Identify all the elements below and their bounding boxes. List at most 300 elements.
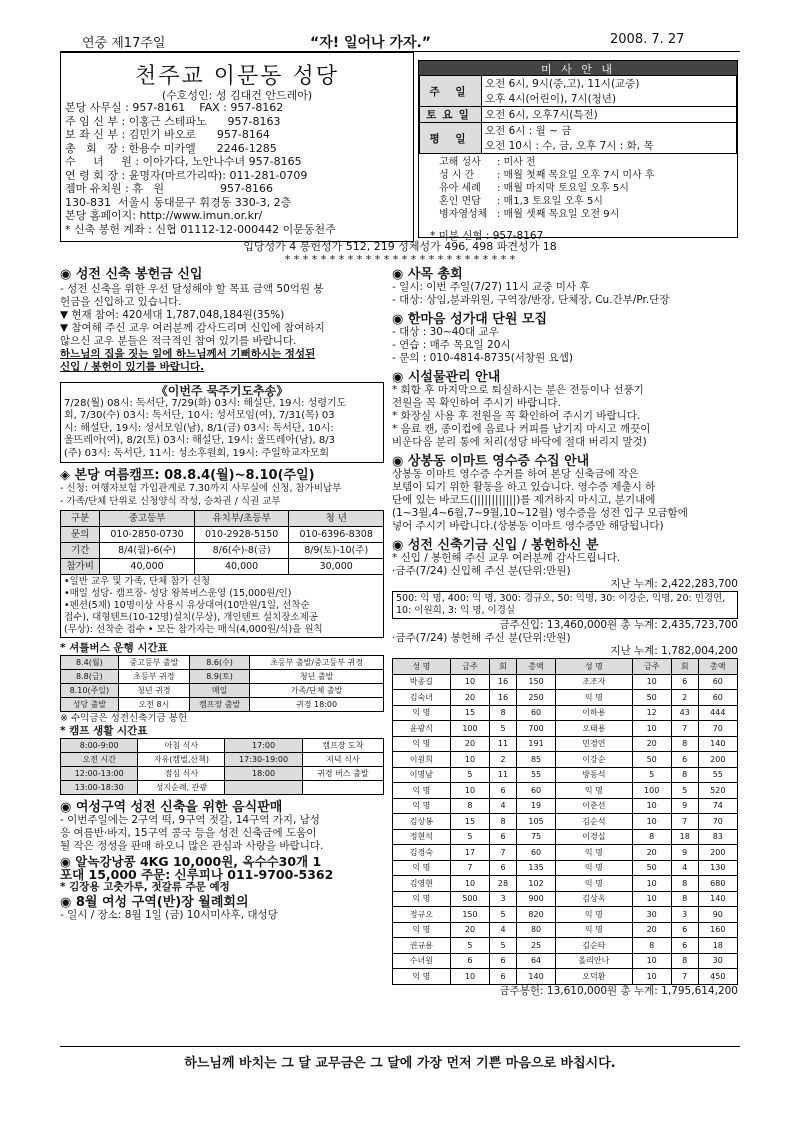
donor-row (393, 674, 738, 690)
table-cell: 정현석 (393, 829, 451, 845)
top-bar (60, 32, 740, 52)
pastoral-assembly-text (392, 281, 738, 307)
table-cell: 수녀원 (393, 953, 451, 969)
table-cell: 익 명 (556, 845, 632, 861)
donor-row (393, 705, 738, 721)
camp-note-line: (무상): 선착순 접수 • 모든 참가자는 매식(4,000원/식)을 원칙 (64, 624, 323, 635)
table-cell: 20 (632, 922, 671, 938)
table-cell: 김숙녀 (393, 690, 451, 706)
table-cell: 50 (632, 752, 671, 768)
table-cell: 오태용 (556, 721, 632, 737)
summer-camp-table (60, 510, 384, 575)
table-cell: 익 명 (393, 783, 451, 799)
table-cell: 6 (671, 752, 698, 768)
table-cell: 15 (450, 705, 489, 721)
table-cell: 익 명 (393, 798, 451, 814)
bean-sale-line-2: 포대 15,000 주문: 신루피나 011-9700-5362 (60, 867, 334, 882)
liturgical-season: 연중 제17주일 (82, 36, 166, 51)
table-cell: 150 (450, 907, 489, 923)
parish-title: 천주교 이문동 성당 (134, 64, 339, 89)
table-cell: 10 (632, 798, 671, 814)
table-cell: 참가비 (61, 559, 100, 575)
text-line: 될 작은 정성을 판매 하오니 많은 관심과 사랑을 바랍니다. (60, 840, 324, 852)
table-cell: 8 (450, 798, 489, 814)
patron-saint: (수호성인: 성 김대건 안드레아) (161, 89, 313, 102)
donor-row (393, 721, 738, 737)
table-cell: 18 (671, 829, 698, 845)
table-cell: 20 (632, 845, 671, 861)
table-cell: 8 (671, 767, 698, 783)
offering-previous-total: 지난 누계: 1,782,004,200 (610, 645, 738, 657)
table-cell: 444 (698, 705, 737, 721)
kimchi-order-note: * 김장용 고춧가루, 젓갈류 주문 예정 (60, 881, 230, 893)
contact-line: 총 회 장 : 한용수 미카엘 2246-1285 (65, 141, 277, 155)
table-cell: 조조자 (556, 674, 632, 690)
camp-note-line: •매일 성당- 캠프장- 성당 왕복버스운영 (15,000원/인) (64, 588, 292, 599)
table-header: 총액 (698, 659, 737, 675)
table-cell: 오전 8시 (118, 698, 189, 712)
table-cell: 90 (698, 907, 737, 923)
table-cell: 18:00 (225, 767, 302, 781)
life-row (61, 767, 384, 781)
table-cell: 10 (450, 752, 489, 768)
table-cell: 캠프장 출발 (190, 698, 250, 712)
donor-table (392, 658, 738, 985)
table-cell: 8/6(수)-8(금) (194, 543, 289, 559)
shuttle-bus-table (60, 655, 384, 712)
table-cell: 10 (632, 891, 671, 907)
table-cell: 8 (671, 876, 698, 892)
contact-list (65, 101, 336, 236)
table-cell: 10 (450, 876, 489, 892)
table-cell: 9 (671, 845, 698, 861)
table-cell (302, 781, 383, 795)
table-cell: 6 (671, 674, 698, 690)
table-cell: 익 명 (393, 736, 451, 752)
table-cell: 김상봉 (393, 814, 451, 830)
donors-heading: ◉ 성전 신축기금 신입 / 봉헌하신 분 (392, 538, 599, 553)
table-cell: 귀경 버스 출발 (302, 767, 383, 781)
parish-info-box (60, 52, 414, 242)
table-cell: 9 (671, 798, 698, 814)
food-sale-heading: ◉ 여성구역 성전 신축을 위한 음식판매 (60, 800, 283, 815)
table-header: 유치부/초등부 (194, 511, 289, 527)
table-cell: 김경숙 (393, 845, 451, 861)
table-cell: 익 명 (556, 783, 632, 799)
table-cell: 5 (450, 938, 489, 954)
table-cell: 익 명 (393, 969, 451, 985)
table-cell: 이강순 (556, 752, 632, 768)
table-cell: 20 (450, 690, 489, 706)
table-cell: 8/4(월)-6(수) (100, 543, 195, 559)
table-cell: 6 (490, 969, 517, 985)
table-cell: 8.10(주일) (61, 684, 119, 698)
rosary-prayer-title: 《이번주 묵주기도추송》 (155, 384, 289, 398)
table-header: 청 년 (289, 511, 384, 527)
summer-camp-notes (60, 575, 384, 638)
table-cell: 191 (516, 736, 555, 752)
text-line: - 일시: 이번 주일(7/27) 11시 교중 미사 후 (392, 281, 590, 293)
donor-row (393, 814, 738, 830)
table-cell: 김상옥 (556, 891, 632, 907)
mass-day-label: 토요일 (420, 107, 482, 123)
rosary-prayer-box (60, 382, 384, 463)
table-cell: 5 (490, 907, 517, 923)
table-cell: 점심 식사 (138, 767, 225, 781)
table-header: 성 명 (556, 659, 632, 675)
table-cell: 70 (698, 721, 737, 737)
table-cell: 10 (632, 814, 671, 830)
table-cell: 16 (490, 674, 517, 690)
table-cell: 6 (671, 922, 698, 938)
table-cell: 익 명 (393, 860, 451, 876)
pastoral-assembly-heading: ◉ 사목 총회 (392, 267, 463, 282)
table-cell: 43 (671, 705, 698, 721)
table-cell: 105 (516, 814, 555, 830)
food-sale-text (60, 814, 384, 853)
table-cell: 5 (450, 829, 489, 845)
table-cell: 60 (698, 690, 737, 706)
table-cell: 135 (516, 860, 555, 876)
table-cell: 2 (490, 752, 517, 768)
table-cell: 11 (490, 736, 517, 752)
table-cell: 3 (490, 891, 517, 907)
table-cell: 17 (450, 845, 489, 861)
table-cell: 130 (698, 860, 737, 876)
contact-line: 수 녀 원 : 이아가다, 노안나수녀 957-8165 (65, 155, 302, 168)
donor-row (393, 953, 738, 969)
table-cell: 귀경 18:00 (250, 698, 384, 712)
rosary-prayer-schedule (64, 398, 380, 461)
table-cell: 7 (490, 845, 517, 861)
table-cell: 15 (450, 814, 489, 830)
table-cell: 익 명 (393, 705, 451, 721)
text-line: 상봉동 이마트 영수증 수거를 하여 본당 신축금에 작은 (392, 468, 639, 480)
table-cell: 김영현 (393, 876, 451, 892)
table-cell: 성당 출발 (61, 698, 119, 712)
table-cell: 10 (632, 721, 671, 737)
table-cell: 5 (632, 767, 671, 783)
building-fund-emphasis-2: 신입 / 봉헌이 있기를 바랍니다. (60, 361, 205, 373)
table-cell: 이하용 (556, 705, 632, 721)
table-cell: 40,000 (194, 559, 289, 575)
table-cell: 청년 출발 (250, 670, 384, 684)
text-line: 전원을 꼭 확인하여 주시기 바랍니다. (392, 397, 561, 409)
table-cell: 30 (698, 953, 737, 969)
contact-line: 보 좌 신 부 : 김민기 바오로 957-8164 (65, 128, 270, 141)
shuttle-note: ※ 수익금은 성전신축기금 봉헌 (60, 713, 188, 724)
hymn-numbers (60, 240, 740, 266)
table-cell: 20 (450, 736, 489, 752)
text-line: - 가족/단체 단위로 신청양식 작성, 승차권 / 식권 교부 (60, 496, 281, 507)
table-cell (225, 781, 302, 795)
choir-recruit-heading: ◉ 한마음 성가대 단원 모집 (392, 312, 548, 327)
table-cell: 8.9(토) (190, 670, 250, 684)
table-cell: 60 (698, 674, 737, 690)
sacrament-row: 병자영성체 : 매월 셋째 목요일 오전 9시 (439, 209, 620, 220)
table-cell: 익 명 (556, 860, 632, 876)
donor-row (393, 876, 738, 892)
table-cell: 10 (632, 674, 671, 690)
donor-row (393, 783, 738, 799)
table-cell: 8.6(수) (190, 656, 250, 670)
receipt-text (392, 468, 738, 533)
star-divider: * * * * * * * * * * * * * * * * * * * * * * * * * * (284, 253, 516, 266)
table-cell: 오덕환 (556, 969, 632, 985)
donor-row (393, 736, 738, 752)
table-cell: 8/9(토)-10(주) (289, 543, 384, 559)
table-cell: 12:00-13:00 (61, 767, 138, 781)
table-cell: 정규오 (393, 907, 451, 923)
text-line: * 화장실 사용 후 전원을 꼭 확인하여 주시기 바랍니다. (392, 410, 641, 422)
table-cell: 4 (490, 922, 517, 938)
table-cell: 기간 (61, 543, 100, 559)
table-cell: 7 (671, 814, 698, 830)
table-cell: 30,000 (289, 559, 384, 575)
table-cell: 8 (632, 938, 671, 954)
mass-time-table (419, 75, 737, 154)
table-header: 금주 (450, 659, 489, 675)
mass-day-label: 평 일 (420, 123, 482, 154)
table-cell: 250 (516, 690, 555, 706)
contact-line: 연 령 회 장 : 윤명자(마르가리따): 011-281-0709 (65, 168, 308, 182)
prayer-line: 시: 해설단, 19시: 성서모임(남), 8/1(금) 03시: 독서단, 10시: (64, 422, 334, 434)
table-cell: 4 (490, 798, 517, 814)
receipt-heading: ◉ 상봉동 이마트 영수증 수집 안내 (392, 454, 590, 469)
sacrament-row: 혼인 면담 : 매1,3 토요일 오후 5시 (439, 196, 603, 207)
table-cell: 17:00 (225, 739, 302, 753)
prayer-line: 7/28(월) 08시: 독서단, 7/29(화) 03시: 해설단, 19시: 성령기도 (64, 397, 347, 409)
table-cell: 60 (516, 783, 555, 799)
text-line: (1~3월,4~6월,7~9월,10~12월) 영수증을 성전 입구 모금함에 (392, 507, 688, 519)
sacrament-schedule (419, 154, 737, 221)
table-cell: 올리안나 (556, 953, 632, 969)
table-cell: 74 (698, 798, 737, 814)
table-cell: 권규용 (393, 938, 451, 954)
text-line: 보템이 되기 위한 활동을 하고 있습니다. 영수증 제출시 하 (392, 481, 656, 493)
footer-divider (60, 1046, 740, 1047)
table-header: 금주 (632, 659, 671, 675)
camp-note-line: •펜션(5채) 10명이상 사용시 유상대여(10만원/1일, 선착순 (64, 600, 310, 611)
camp-note-line: •일반 교우 및 가족, 단체 참가 신청 (64, 576, 211, 587)
table-cell: 이경실 (556, 829, 632, 845)
table-cell: 10 (450, 783, 489, 799)
donor-row (393, 860, 738, 876)
hymn-line: 입당성가 4 봉헌성가 512, 219 성체성가 496, 498 파견성가 18 (243, 240, 557, 253)
table-cell: 초등부 출발/중고등부 귀경 (250, 656, 384, 670)
donor-row (393, 907, 738, 923)
table-cell: 8:00-9:00 (61, 739, 138, 753)
table-cell: 이춘선 (556, 798, 632, 814)
table-cell: 익 명 (393, 922, 451, 938)
table-cell: 20 (450, 922, 489, 938)
offering-week-total: 금주봉헌: 13,610,000원 총 누계: 1,795,614,200 (499, 984, 738, 997)
contact-line: * 신축 봉헌 계좌 : 신협 01112-12-000442 이문동천주 (65, 222, 336, 236)
building-fund-text (60, 283, 384, 348)
prayer-line: (주) 03시: 독서단, 11시: 성소후원회, 19시: 주일학교자모회 (64, 447, 330, 459)
table-cell: 오전 시간 (61, 753, 138, 767)
camp-row (61, 543, 384, 559)
table-cell: 10 (632, 876, 671, 892)
facility-text (392, 384, 738, 449)
table-cell: 160 (698, 922, 737, 938)
table-cell: 8 (671, 736, 698, 752)
table-cell: 6 (490, 860, 517, 876)
account-note: * 미분 신협 : 957-8167 (430, 230, 544, 242)
table-cell: 19 (516, 798, 555, 814)
table-cell: 102 (516, 876, 555, 892)
sacrament-row: 유아 세례 : 매월 마지막 토요일 오후 5시 (439, 183, 629, 194)
table-header: 총액 (516, 659, 555, 675)
table-cell: 6 (490, 829, 517, 845)
table-cell: 매일 (190, 684, 250, 698)
camp-life-heading: * 캠프 생활 시간표 (60, 725, 148, 737)
weekly-motto: “자! 일어나 가자.” (310, 35, 431, 51)
table-cell: 140 (516, 969, 555, 985)
donor-row (393, 938, 738, 954)
table-cell: 200 (698, 845, 737, 861)
table-cell: 17:30-19:00 (225, 753, 302, 767)
pledge-week-total: 금주신입: 13,460,000원 총 누계: 2,435,723,700 (499, 619, 738, 631)
table-cell: 이명남 (393, 767, 451, 783)
shuttle-heading: * 셔틀버스 운행 시간표 (60, 642, 168, 654)
text-line: - 대상: 상임,분과위원, 구역장/반장, 단체장, Cu.간부/Pr.단장 (392, 294, 670, 306)
table-cell: 가족/단체 출발 (250, 684, 384, 698)
table-header: 구분 (61, 511, 100, 527)
donor-row (393, 829, 738, 845)
table-cell: 10 (450, 969, 489, 985)
table-cell: 64 (516, 953, 555, 969)
text-line: - 성전 신축을 위한 우선 달성해야 할 목표 금액 50억원 봉 (60, 283, 324, 295)
donor-row (393, 922, 738, 938)
text-line: - 문의 : 010-4814-8735(서창원 요셉) (392, 352, 573, 364)
mass-day-label: 주 일 (420, 76, 482, 107)
table-cell: 김순석 (556, 814, 632, 830)
table-cell: 80 (516, 922, 555, 938)
table-cell: 윤광식 (393, 721, 451, 737)
donor-row (393, 845, 738, 861)
building-fund-emphasis-1: 하느님의 집을 짓는 일에 하느님께서 기뻐하시는 정성된 (60, 348, 316, 360)
table-cell: 익 명 (393, 891, 451, 907)
table-cell: 8 (671, 953, 698, 969)
table-cell: 성지순례, 관광 (138, 781, 225, 795)
text-line: - 신청: 여행자보험 가입관계로 7.30까지 사무실에 신청, 참가비납부 (60, 483, 342, 494)
table-cell: 박종길 (393, 674, 451, 690)
table-cell: 4 (671, 860, 698, 876)
table-cell: 8 (490, 705, 517, 721)
donor-row (393, 969, 738, 985)
table-cell: 140 (698, 736, 737, 752)
table-cell: 7 (671, 721, 698, 737)
table-cell: 자유(캠벌,산책) (138, 753, 225, 767)
table-cell: 140 (698, 891, 737, 907)
table-cell: 2 (671, 690, 698, 706)
table-cell: 55 (516, 767, 555, 783)
table-cell: 12 (632, 705, 671, 721)
table-cell: 20 (632, 736, 671, 752)
table-cell: 중고등부 출발 (118, 656, 189, 670)
text-line: ▼ 현재 참여: 420세대 1,787,048,184원(35%) (60, 309, 285, 321)
table-cell: 28 (490, 876, 517, 892)
table-cell: 6 (450, 953, 489, 969)
camp-row (61, 559, 384, 575)
table-cell: 초등부 귀경 (118, 670, 189, 684)
donor-row (393, 752, 738, 768)
pledge-donor-box: 500: 익 명, 400: 익 명, 300: 경규오, 50: 익명, 30: 이강순, 익명, 20: 민경연, 10: 이원희, 3: 익 명, 이경실 (392, 591, 738, 619)
text-line: - 대상 : 30~40대 교우 (392, 326, 499, 338)
table-cell: 5 (450, 767, 489, 783)
table-cell: 150 (516, 674, 555, 690)
pledge-label: ·금주(7/24) 신입해 주신 분(단위:만원) (392, 565, 571, 577)
right-column (392, 268, 738, 998)
summer-camp-heading: ◈ 본당 여름캠프: 08.8.4(월)~8.10(주일) (60, 468, 315, 483)
prayer-line: 회, 7/30(수) 03시: 독서단, 10시: 성서모임(여), 7/31(목) 03 (64, 410, 335, 421)
donor-row (393, 767, 738, 783)
table-cell: 200 (698, 752, 737, 768)
table-cell: 50 (632, 860, 671, 876)
table-cell: 10 (450, 674, 489, 690)
mass-schedule-title: 미 사 안 내 (419, 61, 737, 75)
table-cell: 100 (632, 783, 671, 799)
table-cell: 010-6396-8308 (289, 527, 384, 543)
text-line: 않으신 교우 분들은 적극적인 참여 있기를 바랍니다. (60, 335, 297, 347)
table-cell: 청년 귀경 (118, 684, 189, 698)
table-cell: 16 (490, 690, 517, 706)
table-cell: 8.4(월) (61, 656, 119, 670)
table-cell: 익 명 (556, 690, 632, 706)
table-cell: 83 (698, 829, 737, 845)
camp-row (61, 527, 384, 543)
table-cell: 30 (632, 907, 671, 923)
table-cell: 8 (490, 814, 517, 830)
life-row (61, 753, 384, 767)
bus-row (61, 656, 384, 670)
table-cell: 이원희 (393, 752, 451, 768)
donor-row (393, 891, 738, 907)
table-cell: 익 명 (556, 922, 632, 938)
prayer-line: 울뜨레아(여), 8/2(토) 03시: 해설단, 19시: 울뜨레아(남), 8/3 (64, 435, 335, 446)
table-cell: 7 (671, 969, 698, 985)
text-line: - 연습 : 매주 목요일 20시 (392, 339, 511, 351)
text-line: * 음료 캔, 종이컵에 음료나 커피를 남기지 마시고 깨끗이 (392, 423, 651, 435)
text-line: 단에 있는 바코드(||||||||||||)를 제거하지 마시고, 분기내에 (392, 494, 656, 506)
table-cell: 25 (516, 938, 555, 954)
text-line: ▼ 참여해 주신 교우 여러분께 감사드리며 신입에 참여하지 (60, 322, 325, 334)
mass-times: 오전 6시 : 월 ~ 금 오전 10시 : 수, 금, 오후 7시 : 화, 목 (482, 123, 737, 154)
text-line: 비운다음 분리 통에 처리(성당 바닥에 절대 버리지 말것) (392, 436, 647, 448)
text-line: 헌금을 신입하고 있습니다. (60, 296, 182, 308)
table-cell: 520 (698, 783, 737, 799)
table-cell: 캠프장 도착 (302, 739, 383, 753)
bus-row (61, 670, 384, 684)
bulletin-date: 2008. 7. 27 (610, 32, 685, 47)
table-header: 회 (490, 659, 517, 675)
table-cell: 700 (516, 721, 555, 737)
text-line: 응 여름반·바지, 15구역 콩국 등을 성전 신축금에 도움이 (60, 827, 317, 839)
table-cell: 5 (490, 721, 517, 737)
leaders-meeting-heading: ◉ 8월 여성 구역(반)장 월례회의 (60, 895, 249, 910)
table-cell: 7 (450, 860, 489, 876)
table-cell: 13:00-18:30 (61, 781, 138, 795)
text-line: * 회합 후 마지막으로 퇴실하시는 분은 전등이나 선풍기 (392, 384, 644, 396)
building-fund-heading: ◉ 성전 신축 봉헌금 신입 (60, 267, 203, 282)
mass-schedule-box (418, 60, 738, 238)
table-cell: 010-2928-5150 (194, 527, 289, 543)
table-cell: 아침 식사 (138, 739, 225, 753)
table-cell: 저녁 식사 (302, 753, 383, 767)
table-cell: 85 (516, 752, 555, 768)
bean-sale-line-1: ◉ 알녹강낭콩 4KG 10,000원, 옥수수30개 1 (60, 854, 322, 869)
